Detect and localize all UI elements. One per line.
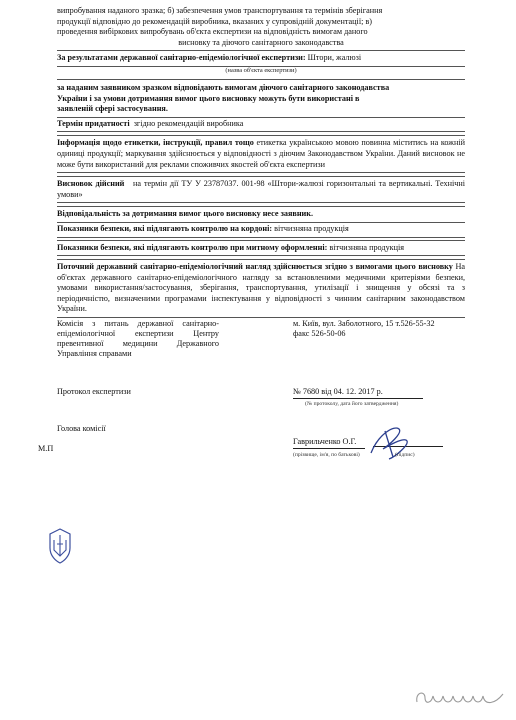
results-section	[57, 51, 465, 67]
responsibility-text: Відповідальність за дотримання вимог цього висновку несе заявник.	[57, 209, 314, 219]
commission-address-block	[293, 319, 465, 359]
protocol-caption: (№ протоколу, дата його затвердження)	[305, 401, 399, 408]
head-name-caption: (прізвище, ім'я, по батькові)	[293, 452, 360, 459]
commission-address: м. Київ, вул. Заболотного, 15 т.526-55-32	[293, 319, 435, 329]
document-body	[38, 5, 466, 537]
results-label: За результатами державної санітарно-епідеміологічної експертизи:	[57, 53, 306, 63]
customs-control-value: вітчизняна продукція	[329, 242, 405, 252]
border-control-row	[57, 223, 465, 238]
commission-contacts	[57, 319, 465, 359]
head-name: Гаврильченко О.Г.	[293, 437, 365, 449]
conformity-paragraph	[57, 79, 465, 118]
intro-line: випробування наданого зразка; б) забезпечення умов транспортування та термінів зберігання	[57, 6, 383, 15]
validity-text: на термін дії ТУ У 23787037. 001-98 «Штори-жалюзі горизонтальні та вертикальні. Технічні умови»	[57, 179, 466, 199]
shelf-life-value: згідно рекомендацій виробника	[133, 118, 244, 128]
validity-section	[57, 176, 465, 203]
signature-area	[38, 387, 465, 537]
head-sign-caption: (підпис)	[395, 452, 415, 459]
shelf-life-row	[57, 118, 465, 133]
commission-fax: факс 526-50-06	[293, 329, 346, 339]
results-value: Штори, жалюзі	[307, 53, 362, 63]
head-label: Голова комісії	[57, 424, 106, 434]
intro-line: продукції відповідно до рекомендацій виробника, вказаних у супровідній документації; в)	[57, 16, 373, 26]
supervision-bold: Поточний державний санітарно-епідеміологічний нагляд здійснюється згідно з вимогами цього висновку	[57, 262, 453, 272]
customs-control-row	[57, 240, 465, 257]
intro-line: проведення вибіркових випробувань об'єкта експертизи на відповідність вимогам даного	[57, 27, 368, 37]
border-control-value: вітчизняна продукція	[274, 223, 349, 233]
conformity-line: України і за умови дотримання вимог цього висновку можуть бути використані в	[57, 93, 360, 103]
responsibility-row	[57, 206, 465, 223]
supervision-section	[57, 259, 465, 318]
customs-control-label: Показники безпеки, які підлягають контролю при митному оформленні:	[57, 242, 328, 252]
border-control-label: Показники безпеки, які підлягають контролю на кордоні:	[57, 223, 273, 233]
supervision-text: На об'єктах державного санітарно-епідеміологічного нагляду за встановленими медичними критеріями безпеки, умовами використання/застосування, зберігання, транспортування, утилізації і знищення у обсязі та з періодичністю, визначеними програмами інспектування у відповідності з чинним санітарним законодавством України.	[57, 262, 465, 314]
labeling-section	[57, 135, 465, 173]
intro-line: висновку та діючого санітарного законодавства	[178, 37, 344, 47]
conformity-line: заявленій сфері застосування.	[57, 104, 168, 114]
commission-name: Комісія з питань державної санітарно-епідеміологічної експертизи Центру превентивної медицини Державного Управління справами	[57, 319, 219, 359]
validity-label: Висновок дійсний	[57, 179, 125, 189]
labeling-label: Інформація щодо етикетки, інструкції, правил тощо	[57, 138, 254, 148]
labeling-text: етикетка українською мовою повинна міститись на кожній одиниці продукції; маркування здійснюється у відповідності з діючим Законодавством України. Даний висновок не може бути використаний для реклами споживчих якостей об'єкта експертизи	[57, 138, 466, 169]
shelf-life-label: Термін придатності	[57, 118, 130, 128]
coat-of-arms-icon	[40, 526, 80, 566]
intro-paragraph	[57, 5, 465, 51]
protocol-label: Протокол експертизи	[57, 387, 131, 397]
stamp-place: М.П	[38, 444, 54, 454]
results-caption: (назва об'єкта експертизи)	[225, 66, 297, 74]
initials-scribble	[413, 684, 508, 710]
conformity-line: за наданим заявником зразком відповідають вимогам діючого санітарного законодавства	[57, 82, 390, 92]
protocol-number: № 7680 від 04. 12. 2017 р.	[293, 387, 423, 399]
